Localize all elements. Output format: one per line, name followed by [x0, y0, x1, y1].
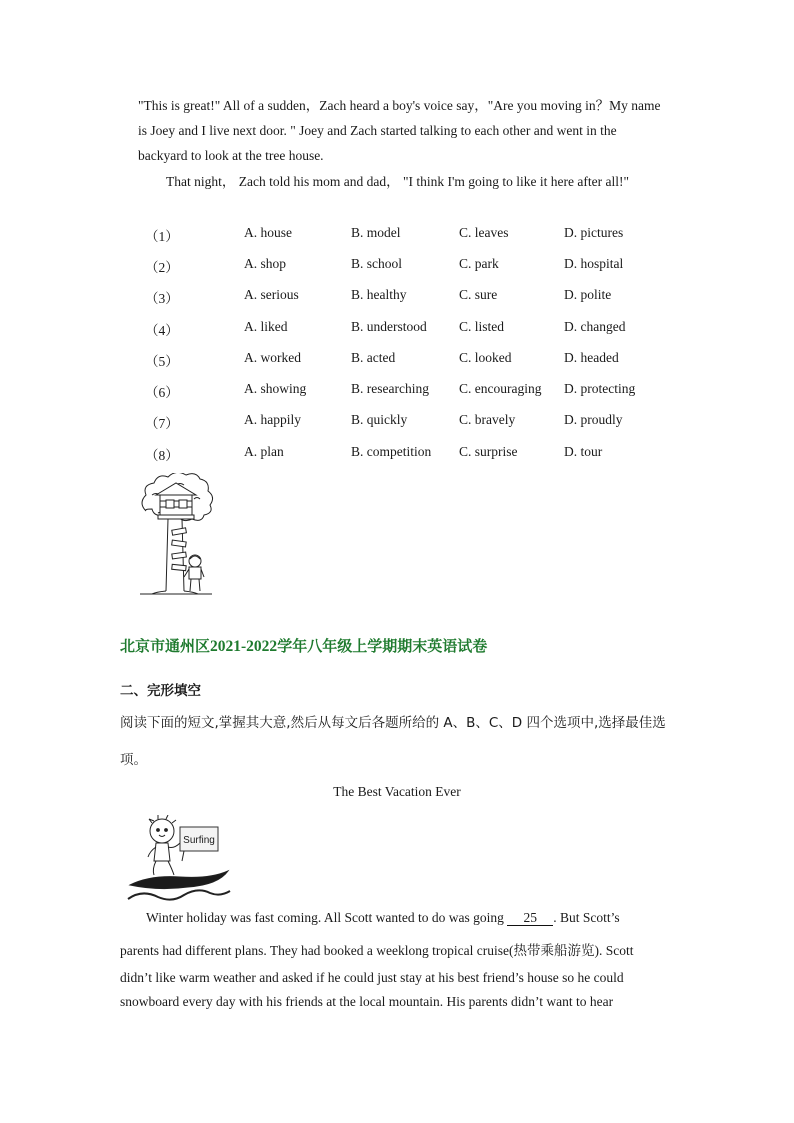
story-line-text: . But Scott’s: [553, 910, 620, 925]
option-d: D. polite: [564, 287, 612, 302]
story-line: didn’t like warm weather and asked if he could just stay at his best friend’s house so he could: [120, 970, 624, 985]
surfing-sign-label: Surfing: [183, 835, 215, 846]
section-heading: 二、完形填空: [120, 683, 201, 699]
passage-line: backyard to look at the tree house.: [138, 148, 324, 163]
option-b: B. understood: [351, 319, 427, 334]
option-a: A. worked: [244, 350, 301, 365]
passage-paragraph-1: [138, 93, 674, 168]
passage-line: is Joey and I live next door. " Joey and Zach started talking to each other and went in the: [138, 123, 617, 138]
surfer-icon: [126, 815, 232, 907]
surfing-illustration: [126, 815, 232, 907]
option-d: D. tour: [564, 444, 603, 459]
blank-number: 25: [507, 910, 553, 926]
option-b: B. researching: [351, 381, 429, 396]
option-c: C. looked: [459, 350, 512, 365]
tree-house-icon: [136, 473, 216, 597]
exam-title: [120, 635, 487, 656]
option-a: A. showing: [244, 381, 307, 396]
option-b: B. acted: [351, 350, 396, 365]
option-b: B. competition: [351, 444, 432, 459]
passage-line: "This is great!" All of a sudden，Zach heard a boy's voice say，"Are you moving in？My name: [138, 98, 661, 113]
question-number: （4）: [145, 323, 179, 338]
passage-paragraph-2: That night， Zach told his mom and dad， "I think I'm going to like it here after all!": [166, 174, 629, 189]
option-c: C. sure: [459, 287, 498, 302]
option-b: B. school: [351, 256, 403, 271]
option-d: D. proudly: [564, 412, 623, 427]
option-b: B. model: [351, 225, 401, 240]
option-d: D. changed: [564, 319, 626, 334]
instruction-line: 项。: [120, 752, 147, 768]
question-number: （6）: [145, 385, 179, 400]
story-title: The Best Vacation Ever: [333, 784, 461, 799]
exam-title-rest: 学年八年级上学期期末英语试卷: [277, 637, 488, 655]
option-a: A. plan: [244, 444, 284, 459]
question-number: （1）: [145, 229, 179, 244]
option-c: C. encouraging: [459, 381, 542, 396]
exam-title-region: 北京市通州区: [120, 637, 211, 655]
story-line: snowboard every day with his friends at the local mountain. His parents didn’t want to hear: [120, 994, 614, 1009]
option-d: D. hospital: [564, 256, 624, 271]
option-c: C. listed: [459, 319, 505, 334]
question-number: （7）: [145, 416, 179, 431]
option-a: A. happily: [244, 412, 301, 427]
option-c: C. park: [459, 256, 499, 271]
story-line: [146, 910, 676, 926]
question-number: （8）: [145, 448, 179, 463]
option-b: B. quickly: [351, 412, 408, 427]
option-c: C. leaves: [459, 225, 509, 240]
option-d: D. protecting: [564, 381, 636, 396]
option-a: A. liked: [244, 319, 288, 334]
option-d: D. headed: [564, 350, 619, 365]
question-number: （2）: [145, 260, 179, 275]
option-a: A. house: [244, 225, 292, 240]
option-a: A. serious: [244, 287, 299, 302]
option-b: B. healthy: [351, 287, 407, 302]
option-a: A. shop: [244, 256, 287, 271]
option-c: C. surprise: [459, 444, 518, 459]
exam-title-year: 2021-2022: [210, 638, 278, 655]
question-number: （5）: [145, 354, 179, 369]
instruction-line: 阅读下面的短文,掌握其大意,然后从每文后各题所给的 A、B、C、D 四个选项中,选择最佳选: [120, 715, 666, 731]
option-d: D. pictures: [564, 225, 624, 240]
story-line-text: Winter holiday was fast coming. All Scott wanted to do was going: [146, 910, 508, 925]
option-c: C. bravely: [459, 412, 516, 427]
question-number: （3）: [145, 291, 179, 306]
tree-house-illustration: [136, 473, 216, 597]
story-line: parents had different plans. They had booked a weeklong tropical cruise(热带乘船游览). Scott: [120, 943, 634, 958]
